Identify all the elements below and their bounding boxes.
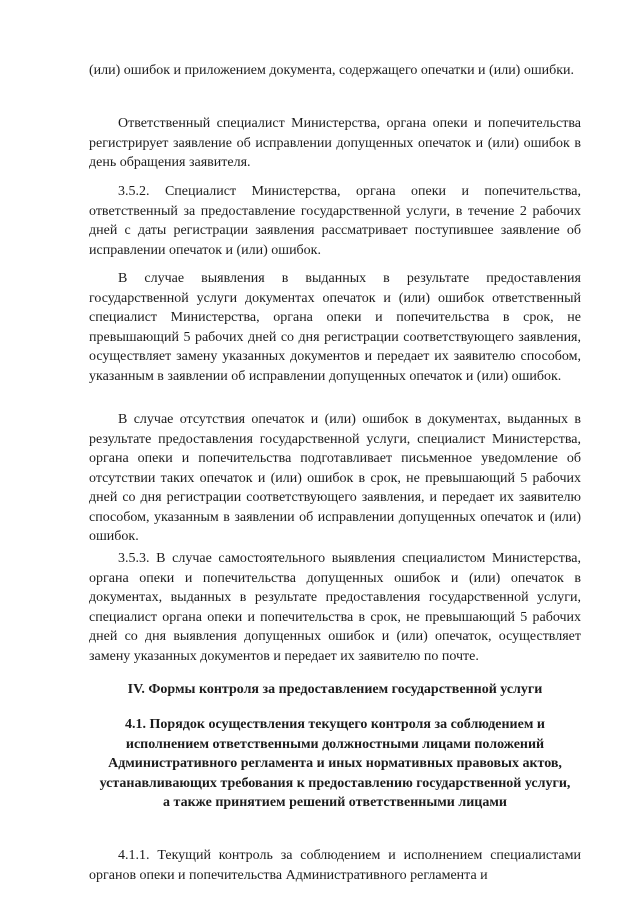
paragraph-2: Ответственный специалист Министерства, органа опеки и попечительства регистрирует заявление об исправлении допущенных опечаток и (или) ошибок в день обращения заявителя. bbox=[89, 116, 581, 170]
paragraph-1: (или) ошибок и приложением документа, содержащего опечатки и (или) ошибки. bbox=[89, 63, 575, 78]
paragraph-3: 3.5.2. Специалист Министерства, органа опеки и попечительства, ответственный за предоставление государственной услуги, в течение 2 рабочих дней с даты регистрации заявления рассматривает поступившее заявление об исправлении опечаток и (или) ошибок. bbox=[89, 184, 581, 258]
paragraph-7-block bbox=[89, 846, 581, 885]
paragraph-6-block bbox=[89, 549, 581, 666]
paragraph-4: В случае выявления в выданных в результате предоставления государственной услуги документах опечаток и (или) ошибок ответственный специалист Министерства, органа опеки и попечительства в срок, не превышающий 5 рабочих дней со дня регистрации соответствующего заявления, осуществляет замену указанных документов и передает их заявителю способом, указанным в заявлении об исправлении допущенных опечаток и (или) ошибок. bbox=[89, 271, 581, 384]
paragraph-2-block bbox=[89, 114, 581, 173]
paragraph-5-block bbox=[89, 410, 581, 547]
paragraph-3-block bbox=[89, 182, 581, 260]
paragraph-5: В случае отсутствия опечаток и (или) ошибок в документах, выданных в результате предоставления государственной услуги, специалист Министерства, органа опеки и попечительства подготавливает письменное уведомление об отсутствии таких опечаток и (или) ошибок в срок, не превышающий 5 рабочих дней со дня регистрации соответствующего заявления, и передает их заявителю способом, указанным в заявлении об исправлении допущенных опечаток и (или) ошибок. bbox=[89, 412, 581, 544]
subsection-heading: 4.1. Порядок осуществления текущего контроля за соблюдением и исполнением ответственными должностными лицами положений Административного регламента и иных нормативных правовых актов, устанавливающих требования к предоставлению государственной услуги, а также принятием решений ответственными лицами bbox=[99, 717, 571, 810]
section-heading: IV. Формы контроля за предоставлением государственной услуги bbox=[127, 682, 543, 697]
paragraph-4-block bbox=[89, 269, 581, 386]
paragraph-7: 4.1.1. Текущий контроль за соблюдением и исполнением специалистами органов опеки и попечительства Административного регламента и bbox=[89, 848, 581, 883]
paragraph-6: 3.5.3. В случае самостоятельного выявления специалистом Министерства, органа опеки и попечительства допущенных ошибок и (или) опечаток в документах, выданных в результате предоставления государственной услуги, специалист органа опеки и попечительства в срок, не превышающий 5 рабочих дней со дня выявления допущенных ошибок и (или) опечаток, осуществляет замену указанных документов и передает их заявителю по почте. bbox=[89, 551, 581, 664]
paragraph-1-block bbox=[89, 61, 581, 81]
